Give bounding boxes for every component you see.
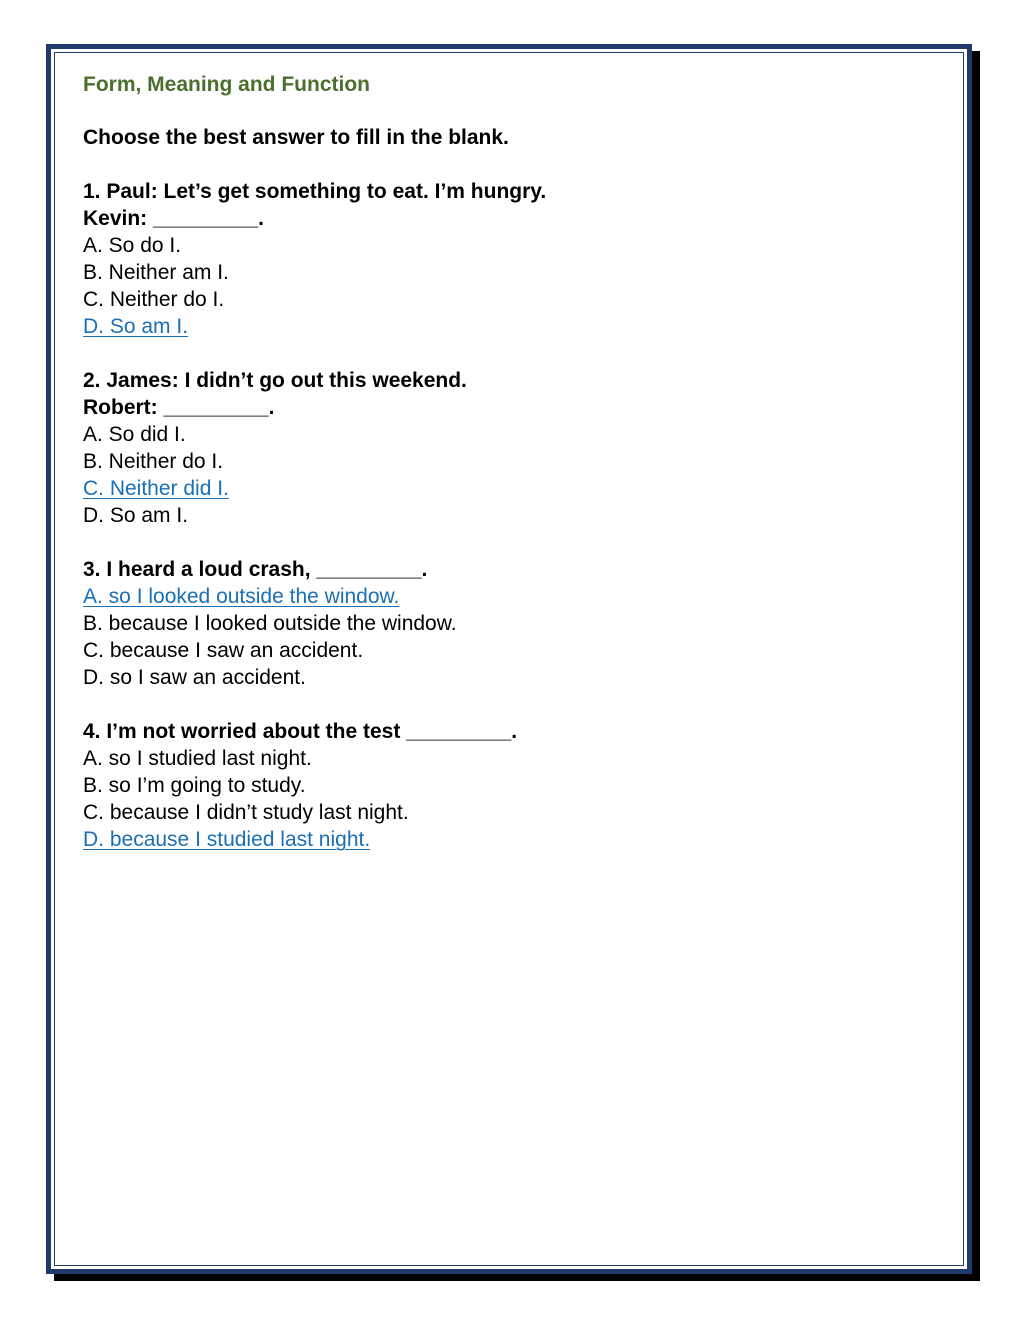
answer-option[interactable]: C. Neither do I. [83, 288, 225, 311]
question-4 [83, 718, 943, 853]
question-prompt: Robert: _________. [83, 396, 275, 419]
question-prompt: 2. James: I didn’t go out this weekend. [83, 369, 467, 392]
answer-option[interactable]: C. because I saw an accident. [83, 639, 364, 662]
answer-option[interactable]: D. So am I. [83, 504, 189, 527]
answer-option[interactable]: B. so I’m going to study. [83, 774, 306, 797]
question-prompt: Kevin: _________. [83, 207, 264, 230]
answer-option[interactable]: A. So do I. [83, 234, 182, 257]
worksheet-title: Form, Meaning and Function [83, 73, 370, 96]
correct-answer-link[interactable]: D. because I studied last night. [83, 828, 371, 851]
instruction: Choose the best answer to fill in the blank. [83, 126, 509, 149]
correct-answer-link[interactable]: A. so I looked outside the window. [83, 585, 400, 608]
answer-option[interactable]: B. Neither am I. [83, 261, 229, 284]
question-1 [83, 178, 943, 340]
worksheet-content [83, 71, 943, 880]
correct-answer-link[interactable]: C. Neither did I. [83, 477, 229, 500]
answer-option[interactable]: D. so I saw an accident. [83, 666, 306, 689]
answer-option[interactable]: C. because I didn’t study last night. [83, 801, 409, 824]
question-prompt: 4. I’m not worried about the test _________. [83, 720, 518, 743]
correct-answer-link[interactable]: D. So am I. [83, 315, 189, 338]
answer-option[interactable]: A. So did I. [83, 423, 186, 446]
answer-option[interactable]: A. so I studied last night. [83, 747, 312, 770]
question-2 [83, 367, 943, 529]
question-3 [83, 556, 943, 691]
answer-option[interactable]: B. because I looked outside the window. [83, 612, 457, 635]
question-prompt: 1. Paul: Let’s get something to eat. I’m hungry. [83, 180, 547, 203]
answer-option[interactable]: B. Neither do I. [83, 450, 224, 473]
question-prompt: 3. I heard a loud crash, _________. [83, 558, 428, 581]
